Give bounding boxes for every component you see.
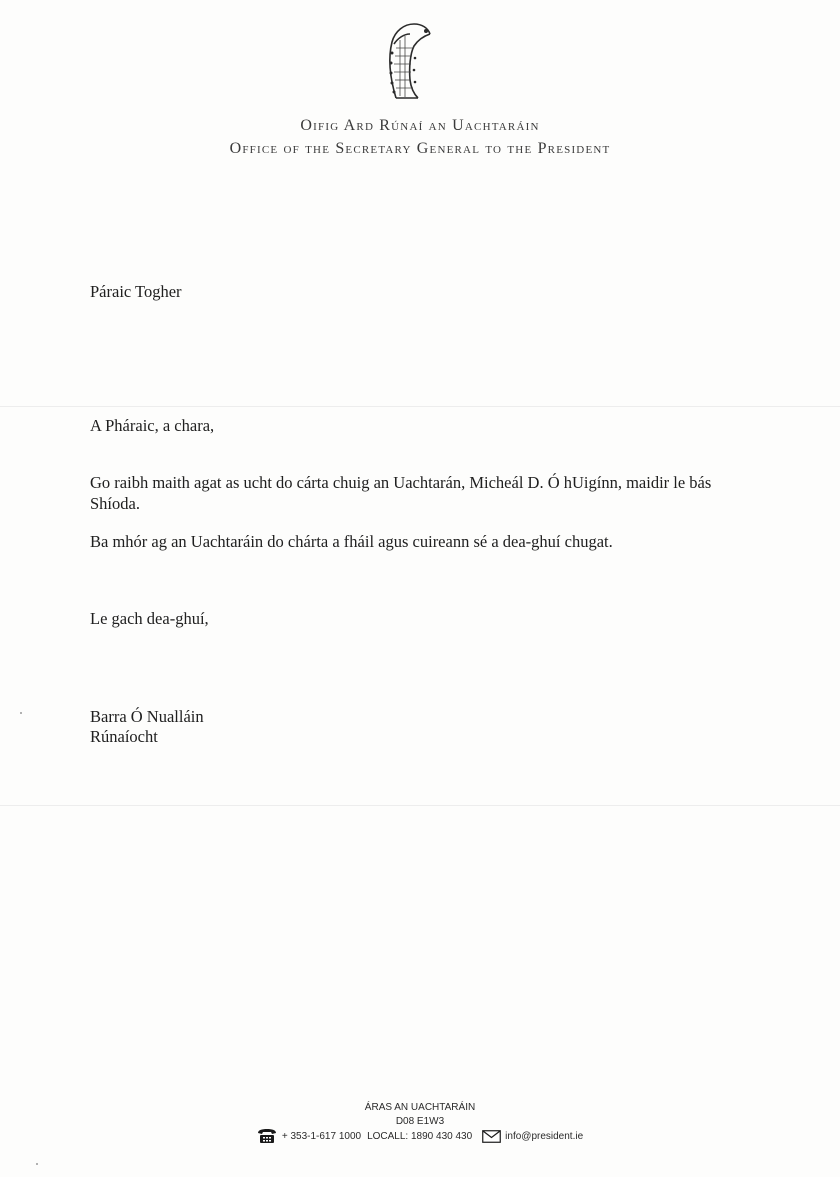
email-address: info@president.ie bbox=[505, 1130, 584, 1142]
closing: Le gach dea-ghuí, bbox=[90, 609, 209, 628]
signer-role: Rúnaíocht bbox=[90, 727, 158, 746]
salutation: A Pháraic, a chara, bbox=[90, 416, 215, 435]
recipient-name: Páraic Togher bbox=[90, 282, 182, 301]
office-title-irish: Oifig Ard Rúnaí an Uachtaráin bbox=[300, 117, 540, 134]
footer-contact bbox=[0, 1128, 840, 1144]
office-title-english: Office of the Secretary General to the President bbox=[229, 140, 611, 157]
paper-speck bbox=[20, 712, 22, 714]
body-paragraph: Go raibh maith agat as ucht do cárta chuig an Uachtarán, Micheál D. Ó hUigínn, maidir le bás Shíoda. bbox=[90, 473, 712, 513]
phone-number: + 353-1-617 1000 bbox=[281, 1130, 362, 1142]
footer-address-line2: D08 E1W3 bbox=[395, 1116, 445, 1127]
envelope-icon bbox=[482, 1130, 501, 1143]
paper-fold-line bbox=[0, 406, 840, 407]
paper-speck bbox=[36, 1163, 38, 1165]
harp-icon bbox=[384, 18, 436, 102]
footer-address-line1: ÁRAS AN UACHTARÁIN bbox=[364, 1102, 476, 1113]
body-paragraph: Ba mhór ag an Uachtaráin do chárta a fháil agus cuireann sé a dea-ghuí chugat. bbox=[90, 532, 613, 551]
telephone-icon bbox=[257, 1128, 277, 1144]
locall-number: LOCALL: 1890 430 430 bbox=[367, 1130, 473, 1142]
signer-name: Barra Ó Nualláin bbox=[90, 707, 204, 726]
paper-fold-line bbox=[0, 805, 840, 806]
